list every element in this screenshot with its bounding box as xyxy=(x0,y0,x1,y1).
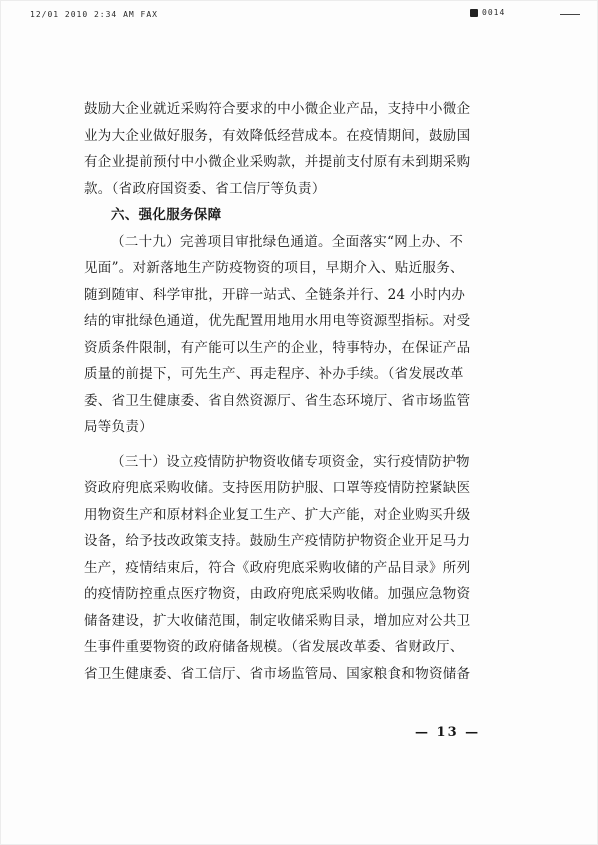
text-line: 设备，给予技改政策支持。鼓励生产疫情防护物资企业开足马力 xyxy=(84,533,471,549)
text-line: 款。（省政府国资委、省工信厅等负责） xyxy=(84,180,326,197)
fax-page-code xyxy=(470,8,505,17)
text-line: 生产，疫情结束后，符合《政府兜底采购收储的产品目录》所列 xyxy=(84,559,471,576)
text-line: 委、省卫生健康委、省自然资源厅、省生态环境厅、省市场监管 xyxy=(84,392,471,409)
text-line: 局等负责） xyxy=(84,419,153,435)
text-line: 资政府兜底采购收储。支持医用防护服、口罩等疫情防控紧缺医 xyxy=(84,480,471,496)
text-line: （二十九）完善项目审批绿色通道。全面落实“网上办、不 xyxy=(111,233,464,250)
text-line: 的疫情防控重点医疗物资，由政府兜底采购收储。加强应急物资 xyxy=(84,586,471,602)
text-line: 见面”。对新落地生产防疫物资的项目，早期介入、贴近服务、 xyxy=(84,260,464,276)
text-line: 有企业提前预付中小微企业采购款，并提前支付原有未到期采购 xyxy=(84,154,471,170)
fax-page-code-text: 0014 xyxy=(482,8,506,17)
text-line: 结的审批绿色通道，优先配置用地用水用电等资源型指标。对受 xyxy=(84,313,471,329)
text-line: 随到随审、科学审批，开辟一站式、全链条并行、24 小时内办 xyxy=(84,286,466,303)
text-line: 质量的前提下，可先生产、再走程序、补办手续。（省发展改革 xyxy=(84,366,464,382)
document-body xyxy=(84,96,514,687)
text-line: （三十）设立疫情防护物资收储专项资金，实行疫情防护物 xyxy=(111,453,470,470)
text-line: 生事件重要物资的政府储备规模。（省发展改革委、省财政厅、 xyxy=(84,639,464,655)
text-line: 资质条件限制，有产能可以生产的企业，特事特办，在保证产品 xyxy=(84,339,471,356)
text-line: 业为大企业做好服务，有效降低经营成本。在疫情期间，鼓励国 xyxy=(84,127,471,144)
fax-icon xyxy=(470,9,478,17)
paragraph-gap xyxy=(84,441,514,449)
page-number: — 13 — xyxy=(415,725,481,740)
text-line: 储备建设，扩大收储范围，制定收储采购目录，增加应对公共卫 xyxy=(84,612,471,629)
fax-timestamp: 12/01 2010 2:34 AM FAX xyxy=(30,10,158,19)
text-line: 用物资生产和原材料企业复工生产、扩大产能，对企业购买升级 xyxy=(84,506,471,523)
corner-rule xyxy=(560,14,580,15)
text-line: 省卫生健康委、省工信厅、省市场监管局、国家粮食和物资储备 xyxy=(84,665,471,682)
text-line: 鼓励大企业就近采购符合要求的中小微企业产品，支持中小微企 xyxy=(84,101,471,117)
section-heading: 六、强化服务保障 xyxy=(111,207,222,223)
